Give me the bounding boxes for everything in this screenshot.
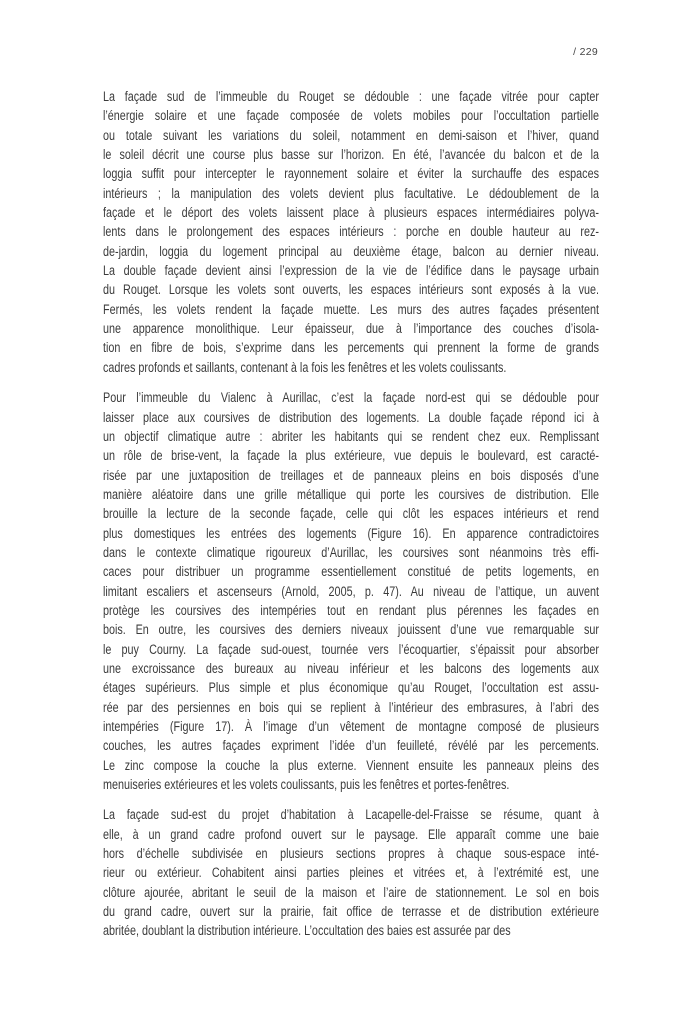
text-line: cadres profonds et saillants, contenant à la fois les fenêtres et les volets coulissants. — [103, 359, 507, 375]
text-line: brouille la lecture de la seconde façade, celle qui clôt les espaces intérieurs et rend — [103, 506, 599, 522]
text-line: limitant escaliers et ascenseurs (Arnold, 2005, p. 47). Au niveau de l’attique, un auvent — [103, 583, 599, 599]
text-line: du grand cadre, ouvert sur la prairie, fait office de terrasse et de distribution extérieure — [103, 904, 599, 920]
text-block — [103, 87, 599, 941]
text-line: Pour l’immeuble du Vialenc à Aurillac, c’est la façade nord-est qui se dédouble pour — [103, 390, 599, 406]
text-line: abritée, doublant la distribution intérieure. L’occultation des baies est assurée par des — [103, 923, 511, 939]
text-line: un rôle de brise-vent, la façade la plus extérieure, vue depuis le boulevard, est caracté- — [103, 448, 599, 464]
text-line: menuiseries extérieures et les volets coulissants, puis les fenêtres et portes-fenêtres. — [103, 777, 510, 793]
text-line: plus domestiques les entrées des logements (Figure 16). En apparence contradictoires — [103, 525, 599, 541]
text-line: couches, les autres façades expriment l’idée d’un feuilleté, révélé par les percements. — [103, 738, 599, 754]
paragraph — [103, 388, 599, 794]
text-line: La double façade devient ainsi l’expression de la vie de l’édifice dans le paysage urbain — [103, 263, 599, 279]
text-line: protège les coursives des intempéries tout en rendant plus pérennes les façades en — [103, 602, 599, 618]
text-line: Fermés, les volets rendent la façade muette. Les murs des autres façades présentent — [103, 301, 599, 317]
text-line: étages supérieurs. Plus simple et plus économique qu’au Rouget, l’occultation est assu- — [103, 680, 599, 696]
text-line: La façade sud de l’immeuble du Rouget se dédouble : une façade vitrée pour capter — [103, 89, 599, 104]
text-line: La façade sud-est du projet d’habitation à Lacapelle-del-Fraisse se résume, quant à — [103, 807, 599, 823]
text-line: dans le contexte climatique rigoureux d’Aurillac, les coursives sont néanmoins très effi- — [103, 544, 599, 560]
text-line: une apparence monolithique. Leur épaisseur, due à l’importance des couches d’isola- — [103, 321, 599, 337]
text-line: intérieurs ; la manipulation des volets devient plus facultative. Le dédoublement de la — [103, 185, 599, 201]
text-line: rieur ou extérieur. Cohabitent ainsi parties pleines et vitrées et, à l’extrémité est, une — [103, 865, 599, 881]
text-line: bois. En outre, les coursives des derniers niveaux jouissent d’une vue remarquable sur — [103, 622, 599, 638]
text-line: façade et le déport des volets laissent place à plusieurs espaces intermédiaires polyva- — [103, 205, 599, 221]
text-line: manière aléatoire dans une grille métallique qui porte les coursives de distribution. Elle — [103, 486, 599, 502]
text-line: lents dans le prolongement des espaces intérieurs : porche en double hauteur au rez- — [103, 224, 599, 240]
text-line: l’énergie solaire et une façade composée de volets mobiles pour l’occultation partielle — [103, 108, 599, 124]
text-line: du Rouget. Lorsque les volets sont ouverts, les espaces intérieurs sont exposés à la vue. — [103, 282, 599, 298]
text-line: le soleil décrit une course plus basse sur l’horizon. En été, l’avancée du balcon et de la — [103, 147, 599, 163]
text-line: une excroissance des bureaux au niveau inférieur et les balcons des logements aux — [103, 660, 599, 676]
text-line: le puy Courny. La façade sud-ouest, tournée vers l’écoquartier, s’épaissit pour absorber — [103, 641, 599, 657]
text-line: Le zinc compose la couche la plus externe. Viennent ensuite les panneaux pleins des — [103, 757, 599, 773]
text-line: hors d’échelle subdivisée en plusieurs sections propres à chaque sous-espace inté- — [103, 846, 599, 862]
text-line: risée par une juxtaposition de treillages et de panneaux pleins en bois disposés d’une — [103, 467, 599, 483]
page-number: / 229 — [573, 46, 598, 58]
text-line: tion en fibre de bois, s’exprime dans les percements qui prennent la forme de grands — [103, 340, 599, 356]
text-line: intempéries (Figure 17). À l’image d’un vêtement de montagne composé de plusieurs — [103, 719, 599, 734]
text-line: caces pour distribuer un programme essentiellement constitué de petits logements, en — [103, 564, 599, 580]
text-line: rée par des persiennes en bois qui se replient à l’intérieur des embrasures, à l’abri des — [103, 699, 599, 715]
text-line: de-jardin, loggia du logement principal au deuxième étage, balcon au dernier niveau. — [103, 243, 599, 259]
text-line: un objectif climatique autre : abriter les habitants qui se rendent chez eux. Remplissant — [103, 428, 599, 444]
paragraph — [103, 87, 599, 377]
text-line: ou totale suivant les variations du soleil, notamment en demi-saison et l’hiver, quand — [103, 127, 599, 143]
text-line: loggia suffit pour intercepter le rayonnement solaire et éviter la surchauffe des espaces — [103, 166, 599, 182]
text-line: clôture ajourée, abritant le seuil de la maison et l’aire de stationnement. Le sol en bois — [103, 884, 599, 900]
text-line: laisser place aux coursives de distribution des logements. La double façade répond ici à — [103, 409, 599, 425]
paragraph — [103, 805, 599, 940]
text-line: elle, à un grand cadre profond ouvert sur le paysage. Elle apparaît comme une baie — [103, 826, 599, 842]
